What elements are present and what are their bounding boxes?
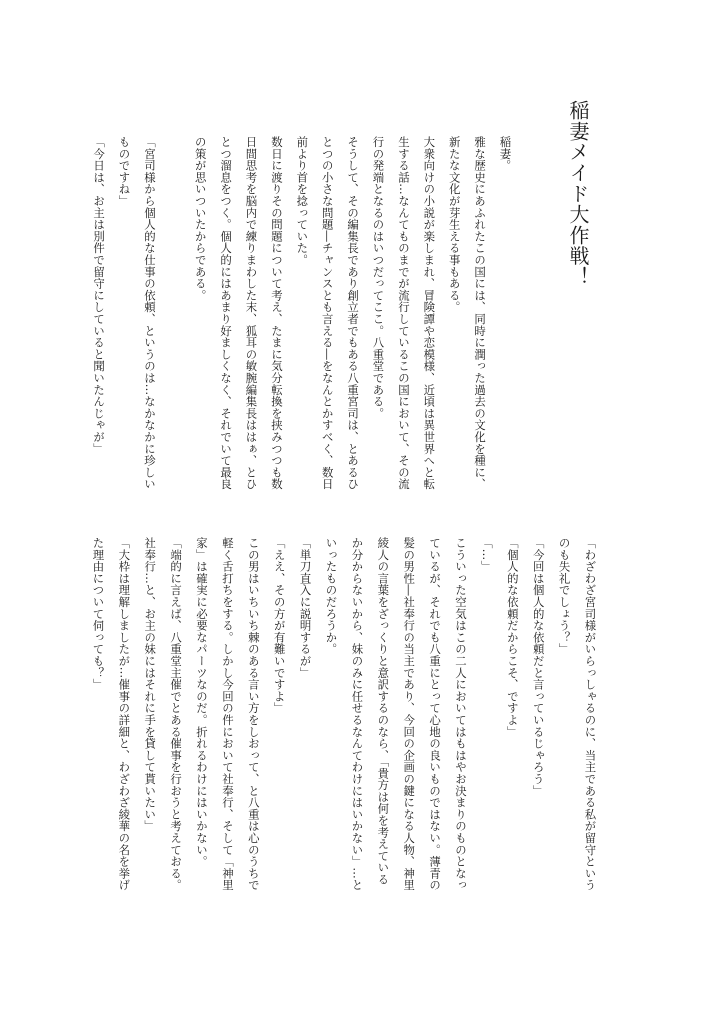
text-column: 髪の男性―社奉行の当主であり、今回の企画の鍵になる人物、神里 [402, 537, 417, 891]
text-column: か分からないから、妹のみに任せるなんてわけにはいかない」…と [350, 537, 365, 891]
text-column: 家」は確実に必要なパーツなのだ。折れるわけにはいかない。 [195, 537, 209, 868]
text-column: いったものだろうか。 [324, 537, 339, 655]
text-column: 「今回は個人的な依頼だと言っているじゃろう」 [531, 537, 546, 797]
text-column: 「わざわざ宮司様がいらっしゃるのに、当主である私が留守という [583, 537, 598, 891]
text-column: 雅な歴史にあふれたこの国には、同時に潤った過去の文化を種に、 [473, 136, 488, 490]
text-column: 稲妻。 [498, 136, 513, 172]
text-column: 「大枠は理解しましたが…催事の詳細と、わざわざ綾華の名を挙げ [117, 537, 132, 891]
text-column: 前より首を捻っていた。 [295, 136, 310, 266]
text-column: の策が思いついたからである。 [193, 136, 208, 302]
text-column: とつ溜息をつく。個人的にはあまり好ましくなく、それでいて最良 [219, 136, 234, 490]
text-column: 「単刀直入に説明するが」 [298, 537, 313, 679]
text-column: ものですね」 [117, 136, 132, 207]
text-column: こういった空気はこの二人においてはもはやお決まりのものとなっ [454, 537, 468, 891]
text-column: 「端的に言えば、八重堂主催でとある催事を行おうと考えておる。 [169, 537, 184, 891]
text-column: 「宮司様から個人的な仕事の依頼、というのは…なかなかに珍しい [142, 136, 157, 490]
text-column: 軽く舌打ちをする。しかし今回の件において社奉行、そして「神里 [220, 537, 235, 891]
text-column: 「今日は、お主は別件で留守にしていると聞いたんじゃが」 [92, 136, 107, 455]
text-column: 大衆向けの小説が楽しまれ、冒険譚や恋模様、近頃は異世界へと転 [422, 136, 437, 490]
text-column: 「個人的な依頼だからこそ、ですよ」 [505, 537, 520, 738]
text-column: のも失礼でしょう？」 [557, 537, 572, 655]
text-column: とつの小さな問題―チャンスとも言える―をなんとかすべく、数日 [320, 136, 335, 490]
text-column: ているが、それでも八重にとって心地の良いものではない。薄青の [428, 537, 443, 891]
text-column: 「…」 [479, 537, 494, 573]
text-column: 新たな文化が芽生える事もある。 [447, 136, 462, 313]
text-column: 社奉行…と、お主の妹にはそれに手を貸して貰いたい」 [143, 537, 158, 832]
text-column: この男はいちいち棘のある言い方をしおって、と八重は心のうちで [246, 537, 261, 891]
text-column: 行の発端となるのはいつだってここ。八重堂である。 [371, 136, 386, 420]
text-column: た理由について伺っても？」 [91, 537, 106, 691]
text-column: 「ええ、その方が有難いですよ」 [272, 537, 287, 714]
text-column: そうして、その編集長であり創立者でもある八重宮司は、とあるひ [346, 136, 361, 490]
text-column: 数日に渡りその問題について考え、たまに気分転換を挟みつつも数 [269, 136, 284, 490]
text-column: 綾人の言葉をざっくりと意訳するのなら、「貴方は何を考えている [376, 537, 391, 886]
document-title: 稲妻メイド大作戦！ [566, 100, 590, 288]
text-column: 日間思考を脳内で練りまわした末、狐耳の敏腕編集長ははぁ、とひ [244, 136, 259, 490]
text-column: 生する話…なんてものまでが流行しているこの国において、その流 [396, 136, 411, 490]
